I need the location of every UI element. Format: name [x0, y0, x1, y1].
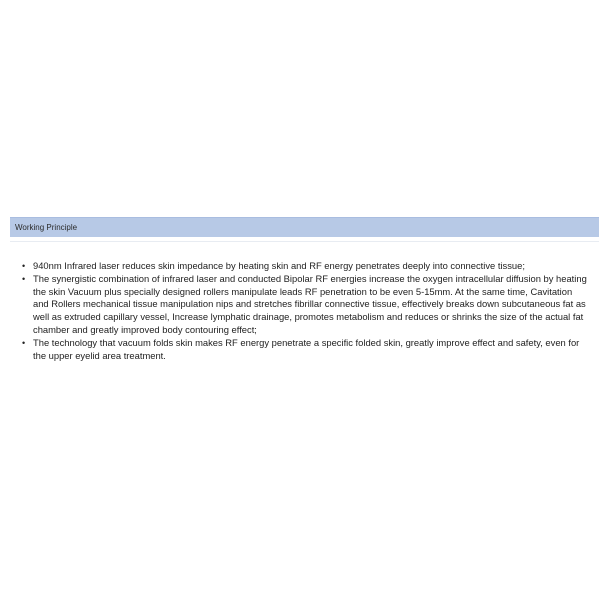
section-title: Working Principle: [15, 223, 78, 232]
list-item-text: The synergistic combination of infrared laser and conducted Bipolar RF energies increase the oxygen intracellular diffusion by heating the skin Vacuum plus specially designed rollers manipulate leads RF penetration to be even 5-15mm. At the same time, Cavitation and Rollers mechanical tissue manipulation nips and stretches fibrillar connective tissue, effectively breaks down subcutaneous fat as well as extruded capillary vessel, Increase lymphatic drainage, promotes metabolism and reduces or shrinks the size of the actual fat chamber and greatly improved body contouring effect;: [33, 272, 587, 335]
list-item: [22, 337, 588, 363]
bullet-icon: •: [22, 273, 26, 284]
list-item: [22, 260, 588, 273]
bullet-list: [22, 260, 588, 362]
bullet-icon: •: [22, 337, 26, 348]
list-item-text: The technology that vacuum folds skin makes RF energy penetrate a specific folded skin, greatly improve effect and safety, even for the upper eyelid area treatment.: [33, 336, 580, 361]
list-item: [22, 273, 588, 337]
section-header: [10, 217, 599, 237]
divider: [10, 241, 599, 242]
list-item-text: 940nm Infrared laser reduces skin impedance by heating skin and RF energy penetrates deeply into connective tissue;: [33, 260, 525, 271]
bullet-icon: •: [22, 261, 26, 271]
